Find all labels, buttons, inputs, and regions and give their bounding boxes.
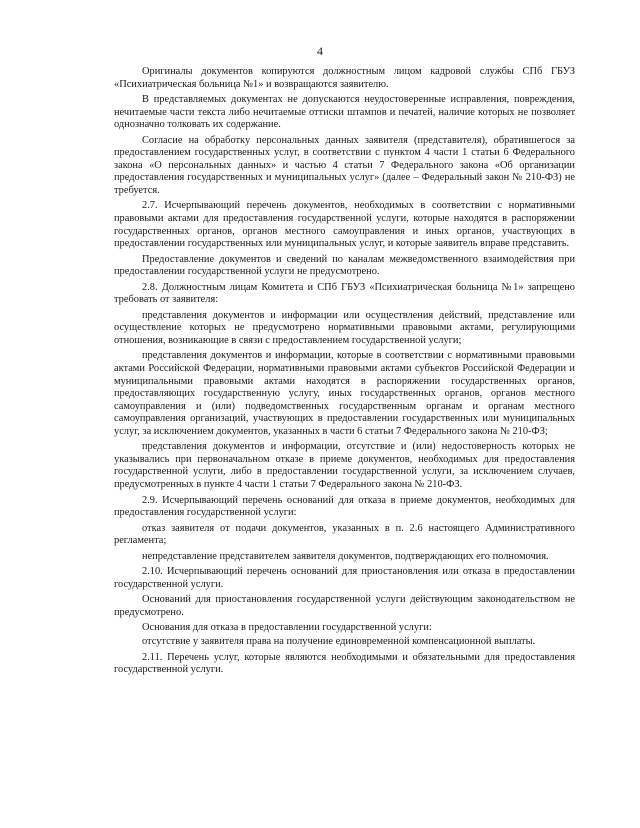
paragraph-2-8: 2.8. Должностным лицам Комитета и СПб ГБУЗ «Психиатрическая больница №1» запрещено требовать от заявителя: — [114, 281, 575, 306]
paragraph-2-9: 2.9. Исчерпывающий перечень оснований для отказа в приеме документов, необходимых для предоставления государственной услуги: — [114, 494, 575, 519]
paragraph-2-10: 2.10. Исчерпывающий перечень оснований для приостановления или отказа в предоставлении государственной услуги. — [114, 566, 575, 590]
paragraph-2-9-item-1: отказ заявителя от подачи документов, указанных в п. 2.6 настоящего Административного регламента; — [114, 522, 575, 547]
paragraph-2-8-item-1: представления документов и информации или осуществления действий, представление или осуществление которых не предусмотрено нормативными правовыми актами, регулирующими отношения, возникающие в связи с предоставлением государственной услуги; — [114, 309, 575, 346]
paragraph-refusal-item: отсутствие у заявителя права на получение единовременной компенсационной выплаты. — [142, 635, 536, 647]
paragraph-corrections: В представляемых документах не допускаются неудостоверенные исправления, повреждения, нечитаемые части текста либо нечитаемые оттиски штампов и печатей, наличие которых не позволяет однозначно толковать их содержание. — [114, 94, 575, 131]
document-body — [114, 66, 575, 680]
paragraph-originals: Оригиналы документов копируются должностным лицом кадровой службы СПб ГБУЗ «Психиатрическая больница №1» и возвращаются заявителю. — [114, 66, 575, 90]
paragraph-2-8-item-2: представления документов и информации, которые в соответствии с нормативными правовыми актами Российской Федерации, нормативными правовыми актами субъектов Российской Федерации и муниципальными правовыми актами находятся в распоряжении государственных органов, предоставляющих государственную услугу, иных государственных органов, органов местного самоуправления и (или) подведомственных государственным органам и органам местного самоуправления организаций, участвующих в предоставлении государственных или муниципальных услуг, за исключением документов, указанных в части 6 статьи 7 Федерального закона № 210-ФЗ; — [114, 350, 575, 437]
paragraph-suspension: Оснований для приостановления государственной услуги действующим законодательством не предусмотрено. — [114, 594, 575, 618]
paragraph-consent: Согласие на обработку персональных данных заявителя (представителя), обратившегося за предоставлением государственных услуг, в соответствии с пунктом 4 части 1 статьи 6 Федерального закона «О персональных данных» и частью 4 статьи 7 Федерального закона «Об организации предоставления государственных и муниципальных услуг» (далее – Федеральный закон № 210-ФЗ) не требуется. — [114, 134, 575, 196]
paragraph-refusal-grounds: Основания для отказа в предоставлении государственной услуги: — [142, 622, 432, 634]
paragraph-2-9-item-2: непредставление представителем заявителя документов, подтверждающих его полномочия. — [142, 550, 549, 562]
paragraph-interagency: Предоставление документов и сведений по каналам межведомственного взаимодействия при предоставлении государственной услуги не предусмотрено. — [114, 253, 575, 278]
page-number: 4 — [317, 44, 323, 58]
paragraph-2-11: 2.11. Перечень услуг, которые являются необходимыми и обязательными для предоставления государственной услуги. — [114, 651, 575, 676]
paragraph-2-7: 2.7. Исчерпывающий перечень документов, необходимых в соответствии с нормативными правовыми актами для предоставления государственной услуги, которые находятся в распоряжении государственных органов, органов местного самоуправления и иных органов, участвующих в предоставлении государственных или муниципальных услуг, и которые заявитель вправе представить. — [114, 200, 575, 250]
paragraph-2-8-item-3: представления документов и информации, отсутствие и (или) недостоверность которых не указывались при первоначальном отказе в приеме документов, необходимых для предоставления государственной услуги, либо в предоставлении государственной услуги, за исключением случаев, предусмотренных в пункте 4 части 1 статьи 7 Федерального закона № 210-ФЗ. — [114, 441, 575, 490]
